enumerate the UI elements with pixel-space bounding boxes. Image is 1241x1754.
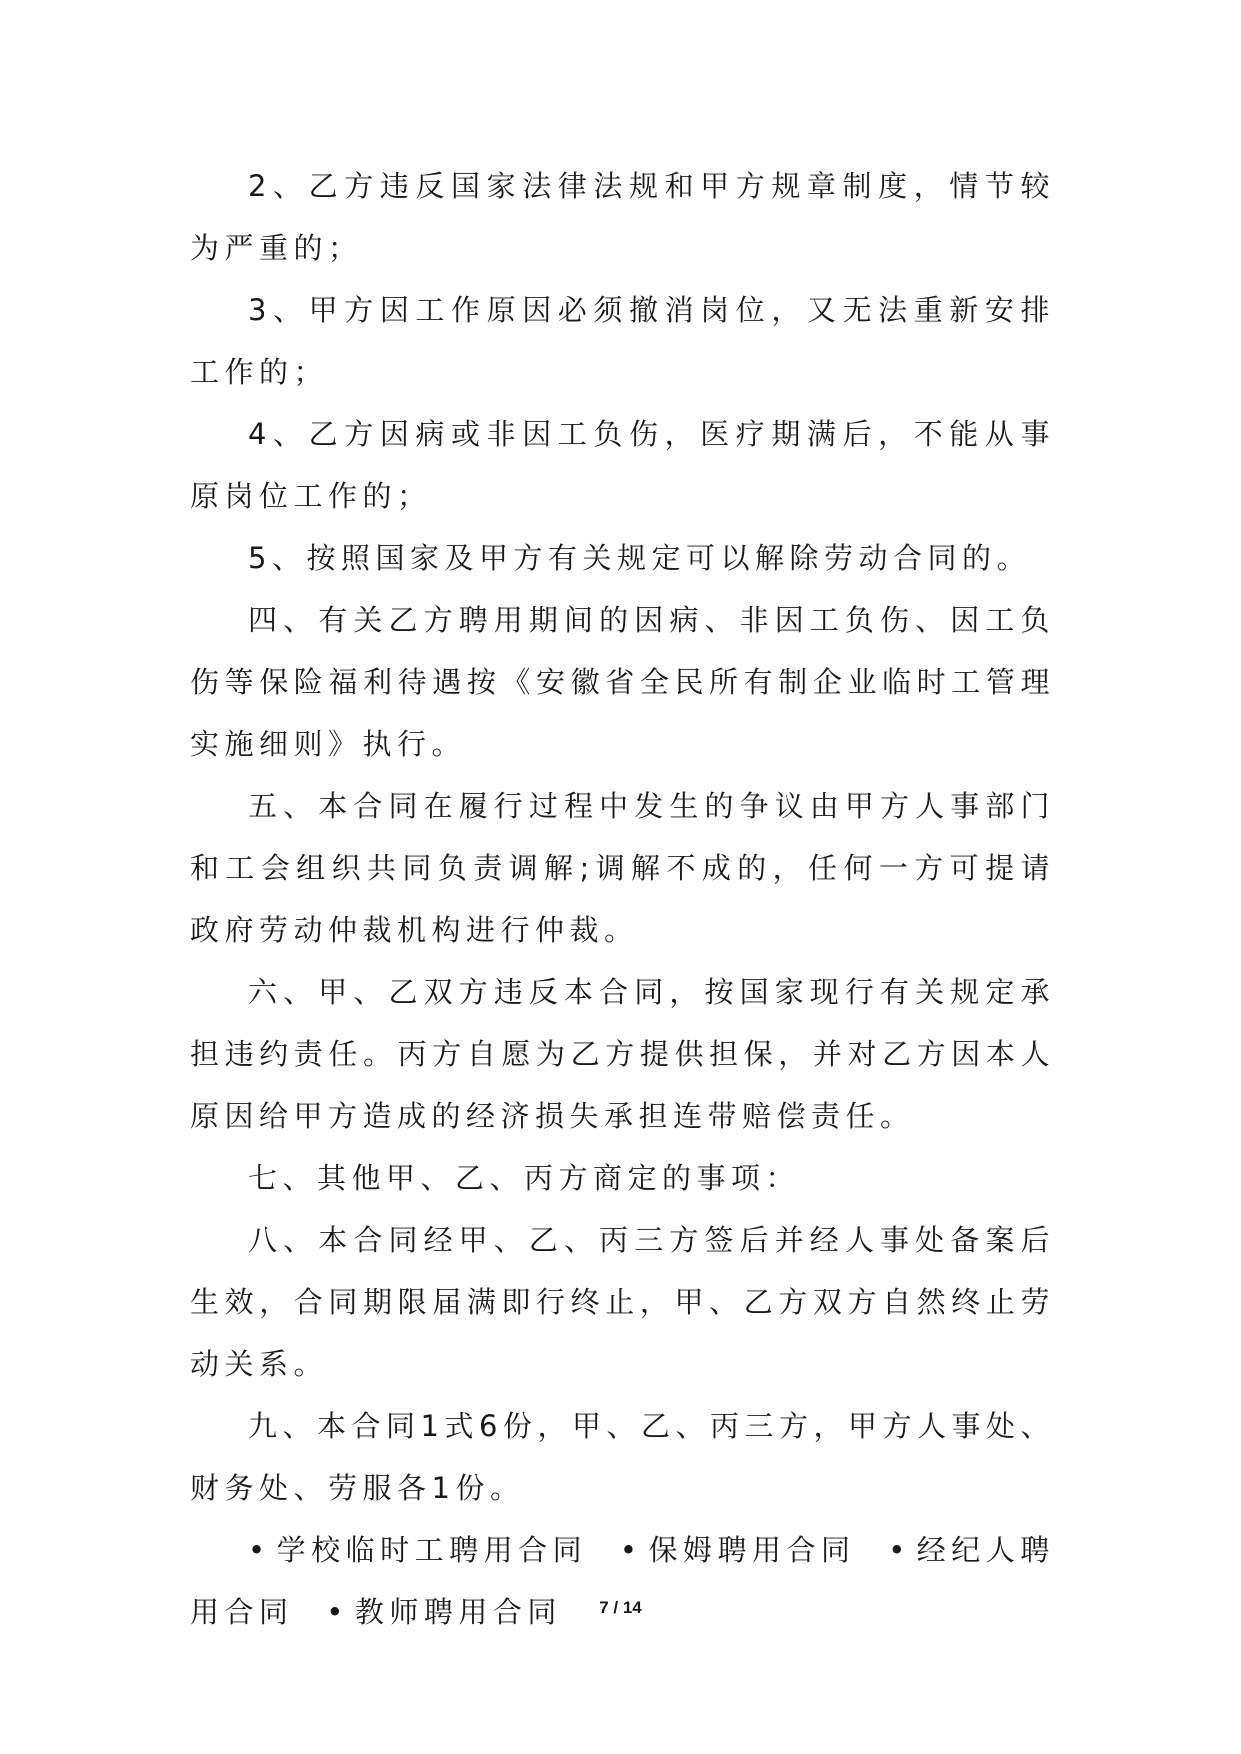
document-body xyxy=(190,155,1055,1643)
article-6: 六、甲、乙双方违反本合同，按国家现行有关规定承担违约责任。丙方自愿为乙方提供担保，并对乙方因本人原因给甲方造成的经济损失承担连带赔偿责任。 xyxy=(190,975,1055,1133)
related-link-nanny[interactable] xyxy=(620,1533,856,1567)
bullet-icon: • xyxy=(248,1533,271,1567)
page-number: 7 / 14 xyxy=(599,1598,642,1617)
related-links xyxy=(190,1519,1055,1643)
article-7: 七、其他甲、乙、丙方商定的事项： xyxy=(248,1161,801,1195)
clause-4: 4、乙方因病或非因工负伤，医疗期满后，不能从事原岗位工作的； xyxy=(190,417,1055,513)
bullet-icon: • xyxy=(326,1595,349,1629)
clause-3: 3、甲方因工作原因必须撤消岗位，又无法重新安排工作的； xyxy=(190,293,1055,389)
related-link-label: 保姆聘用合同 xyxy=(648,1533,856,1567)
related-link-label: 经纪人聘用合同 xyxy=(190,1533,1055,1629)
related-link-label: 学校临时工聘用合同 xyxy=(276,1533,588,1567)
clause-5: 5、按照国家及甲方有关规定可以解除劳动合同的。 xyxy=(248,541,1031,575)
related-link-label: 教师聘用合同 xyxy=(354,1595,562,1629)
bullet-icon: • xyxy=(888,1533,911,1567)
bullet-icon: • xyxy=(619,1533,643,1567)
related-link-school-temp-worker[interactable] xyxy=(248,1533,587,1567)
article-8: 八、本合同经甲、乙、丙三方签后并经人事处备案后生效，合同期限届满即行终止，甲、乙方双方自然终止劳动关系。 xyxy=(190,1223,1055,1381)
article-4: 四、有关乙方聘用期间的因病、非因工负伤、因工负伤等保险福利待遇按《安徽省全民所有制企业临时工管理实施细则》执行。 xyxy=(190,603,1055,761)
article-5: 五、本合同在履行过程中发生的争议由甲方人事部门和工会组织共同负责调解;调解不成的，任何一方可提请政府劳动仲裁机构进行仲裁。 xyxy=(190,789,1055,947)
clause-2: 2、乙方违反国家法律法规和甲方规章制度，情节较为严重的； xyxy=(190,169,1055,265)
article-9: 九、本合同1式6份，甲、乙、丙三方，甲方人事处、财务处、劳服各1份。 xyxy=(190,1409,1055,1505)
